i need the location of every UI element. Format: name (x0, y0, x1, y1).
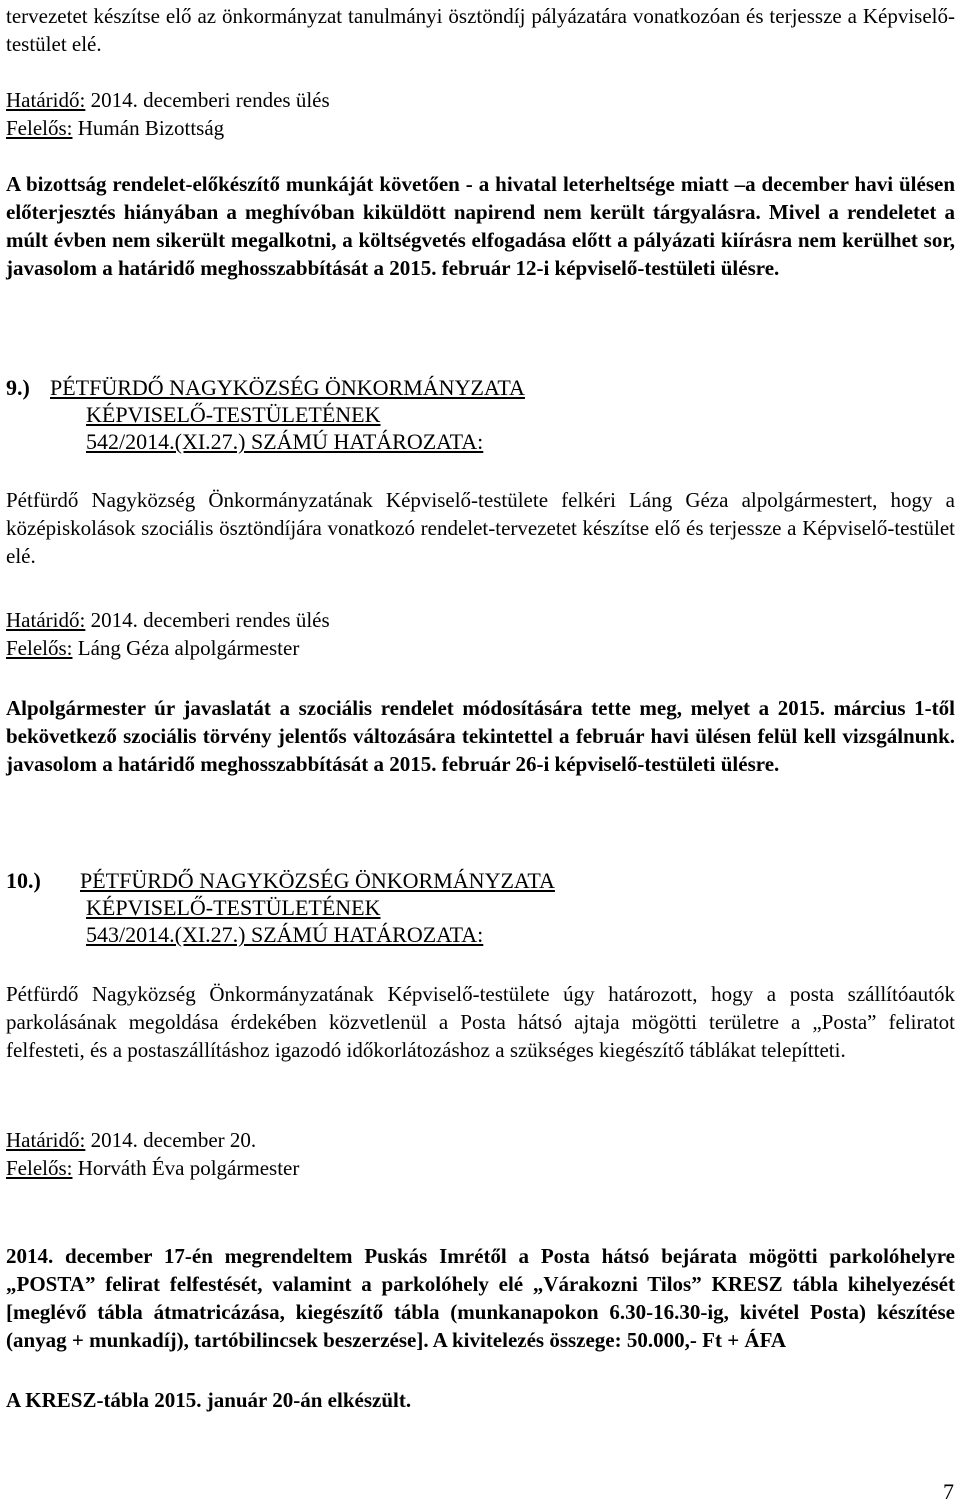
title-line-2: KÉPVISELŐ-TESTÜLETÉNEK (86, 402, 381, 427)
title-line-1: PÉTFÜRDŐ NAGYKÖZSÉG ÖNKORMÁNYZATA (50, 375, 525, 400)
deadline-label: Határidő: (6, 1128, 86, 1152)
deadline-value: 2014. decemberi rendes ülés (85, 608, 330, 632)
deadline-line-10 (6, 1126, 955, 1154)
responsible-line-10 (6, 1154, 955, 1182)
responsible-value: Humán Bizottság (72, 116, 225, 140)
comment-paragraph-9: Alpolgármester úr javaslatát a szociális rendelet módosítására tette meg, melyet a 2015. március 1-től bekövetkező szociális törvény jelentős változására tekintettel a február havi ülésen felül kell vizsgálnunk. javasolom a határidő meghosszabbítását a 2015. február 26-i képviselő-testületi ülésre. (6, 696, 955, 776)
responsible-line-9 (6, 634, 955, 662)
deadline-value: 2014. decemberi rendes ülés (85, 88, 330, 112)
intro-paragraph: tervezetet készítse elő az önkormányzat tanulmányi ösztöndíj pályázatára vonatkozóan és terjessze a Képviselő-testület elé. (6, 4, 955, 56)
title-line-3: 543/2014.(XI.27.) SZÁMÚ HATÁROZATA: (86, 922, 484, 947)
resolution-title-9 (6, 374, 955, 454)
responsible-label: Felelős: (6, 636, 73, 660)
final-note: A KRESZ-tábla 2015. január 20-án elkészült. (6, 1388, 412, 1412)
resolution-title-10 (6, 867, 955, 947)
deadline-line-9 (6, 606, 955, 634)
responsible-line (6, 114, 955, 142)
deadline-label: Határidő: (6, 88, 86, 112)
resolution-text-10: Pétfürdő Nagyközség Önkormányzatának Képviselő-testülete úgy határozott, hogy a posta szállítóautók parkolásának megoldása érdekében közvetlenül a Posta hátsó ajtaja mögötti területre a „Posta” feliratot felfesteti, és a postaszállításhoz igazodó időkorlátozáshoz a szükséges kiegészítő táblákat telepítteti. (6, 982, 955, 1062)
title-line-1: PÉTFÜRDŐ NAGYKÖZSÉG ÖNKORMÁNYZATA (80, 868, 555, 893)
responsible-value: Láng Géza alpolgármester (72, 636, 300, 660)
deadline-label: Határidő: (6, 608, 86, 632)
item-number: 10.) (6, 868, 41, 893)
responsible-label: Felelős: (6, 1156, 73, 1180)
responsible-value: Horváth Éva polgármester (72, 1156, 300, 1180)
title-line-2: KÉPVISELŐ-TESTÜLETÉNEK (86, 895, 381, 920)
deadline-value: 2014. december 20. (85, 1128, 257, 1152)
responsible-label: Felelős: (6, 116, 73, 140)
comment-paragraph-10: 2014. december 17-én megrendeltem Puskás Imrétől a Posta hátsó bejárata mögötti parkolóhelyre „POSTA” felirat felfestését, valamint a parkolóhely elé „Várakozni Tilos” KRESZ tábla kihelyezését [meglévő tábla átmatricázása, kiegészítő tábla (munkanapokon 6.30-16.30-ig, kivétel Posta) készítése (anyag + munkadíj), tartóbilincsek beszerzése]. A kivitelezés összege: 50.000,- Ft + ÁFA (6, 1244, 955, 1352)
comment-paragraph: A bizottság rendelet-előkészítő munkáját követően - a hivatal leterheltsége miatt –a december havi ülésen előterjesztés hiányában a meghívóban kiküldött napirend nem került tárgyalásra. Mivel a rendeletet a múlt évben nem sikerült megalkotni, a költségvetés elfogadása előtt a pályázati kiírásra nem kerülhet sor, javasolom a határidő meghosszabbítását a 2015. február 12-i képviselő-testületi ülésre. (6, 172, 955, 280)
item-number: 9.) (6, 375, 30, 400)
title-line-3: 542/2014.(XI.27.) SZÁMÚ HATÁROZATA: (86, 429, 484, 454)
page-number: 7 (943, 1479, 954, 1504)
resolution-text-9: Pétfürdő Nagyközség Önkormányzatának Képviselő-testülete felkéri Láng Géza alpolgármestert, hogy a középiskolások szociális ösztöndíjára vonatkozó rendelet-tervezetet készítse elő és terjessze a Képviselő-testület elé. (6, 488, 955, 568)
deadline-line (6, 86, 955, 114)
